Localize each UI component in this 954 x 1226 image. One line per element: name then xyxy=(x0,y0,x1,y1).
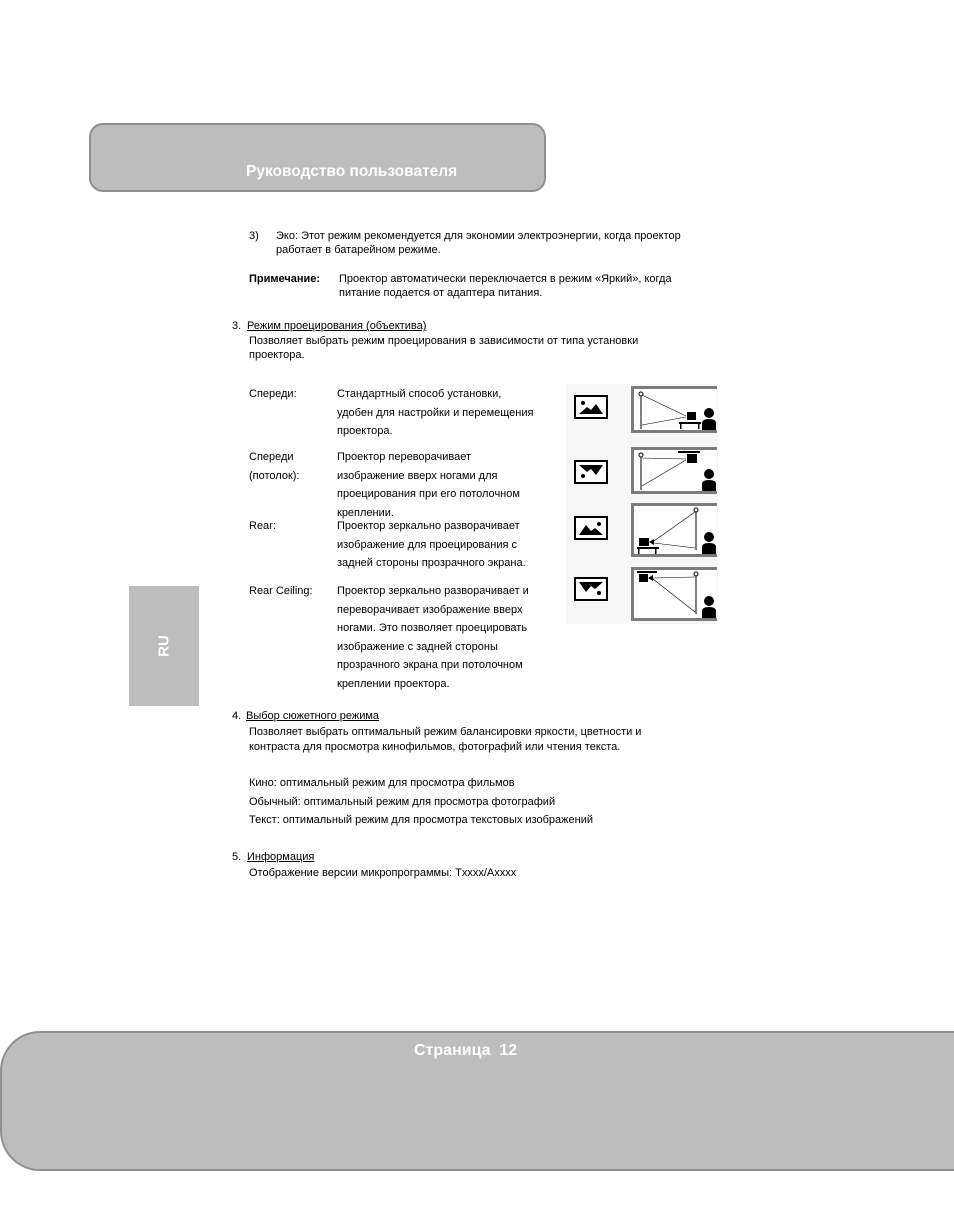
scene-item-text: Текст: оптимальный режим для просмотра текстовых изображений xyxy=(249,814,593,826)
note-line-1: Проектор автоматически переключается в режим «Яркий», когда xyxy=(339,273,672,285)
scene-item-normal: Обычный: оптимальный режим для просмотра фотографий xyxy=(249,796,556,808)
rear-ceiling-mode-icon xyxy=(574,577,608,601)
eco-line-1: Эко: Этот режим рекомендуется для экономии электроэнергии, когда проектор xyxy=(276,230,681,242)
mode-front-desc: Стандартный способ установки, удобен для настройки и перемещения проектора. xyxy=(337,388,534,437)
projection-number: 3. xyxy=(232,320,242,332)
front-ceiling-mode-icon xyxy=(574,460,608,484)
info-text: Отображение версии микропрограммы: Txxxx/Axxxx xyxy=(249,867,517,879)
front-setup-illustration xyxy=(631,386,717,433)
note-line-2: питание подается от адаптера питания. xyxy=(339,287,543,299)
info-number: 5. xyxy=(232,851,242,863)
page-number: Страница 12 xyxy=(414,1042,518,1059)
mode-rear-ceiling-desc: Проектор зеркально разворачивает и переворачивает изображение вверх ногами. Это позволяет проецировать изображение с задней стороны прозрачного экрана при потолочном креплении проектора. xyxy=(337,585,529,690)
front-ceiling-setup-illustration xyxy=(631,447,717,494)
info-title: Информация xyxy=(247,851,315,863)
projection-intro-1: Позволяет выбрать режим проецирования в зависимости от типа установки xyxy=(249,335,639,347)
rear-setup-illustration xyxy=(631,503,717,557)
scene-number: 4. xyxy=(232,710,242,722)
rear-ceiling-setup-illustration xyxy=(631,567,717,621)
rear-mode-icon xyxy=(574,516,608,540)
language-tab-label: RU xyxy=(155,635,173,657)
language-tab xyxy=(129,586,199,706)
scene-intro-1: Позволяет выбрать оптимальный режим балансировки яркости, цветности и xyxy=(249,726,642,738)
mode-rear-name: Rear: xyxy=(249,520,276,532)
footer-banner xyxy=(0,1031,954,1171)
projection-intro-2: проектора. xyxy=(249,349,305,361)
header-banner xyxy=(89,123,546,192)
scene-title: Выбор сюжетного режима xyxy=(246,710,380,722)
scene-item-cinema: Кино: оптимальный режим для просмотра фильмов xyxy=(249,777,515,789)
mode-rear-ceiling-name: Rear Ceiling: xyxy=(249,585,313,597)
mode-front-ceiling-desc: Проектор переворачивает изображение вверх ногами для проецирования при его потолочном креплении. xyxy=(337,451,520,519)
mode-rear-desc: Проектор зеркально разворачивает изображение для проецирования с задней стороны прозрачного экрана. xyxy=(337,520,526,569)
mode-front-ceiling-name: Спереди (потолок): xyxy=(249,451,300,482)
front-mode-icon xyxy=(574,395,608,419)
eco-number: 3) xyxy=(249,230,259,242)
note-label: Примечание: xyxy=(249,273,321,285)
scene-intro-2: контраста для просмотра кинофильмов, фотографий или чтения текста. xyxy=(249,741,621,753)
mode-front-name: Спереди: xyxy=(249,388,297,400)
eco-line-2: работает в батарейном режиме. xyxy=(276,244,441,256)
projection-title: Режим проецирования (объектива) xyxy=(247,320,427,332)
header-title: Руководство пользователя xyxy=(246,163,458,180)
